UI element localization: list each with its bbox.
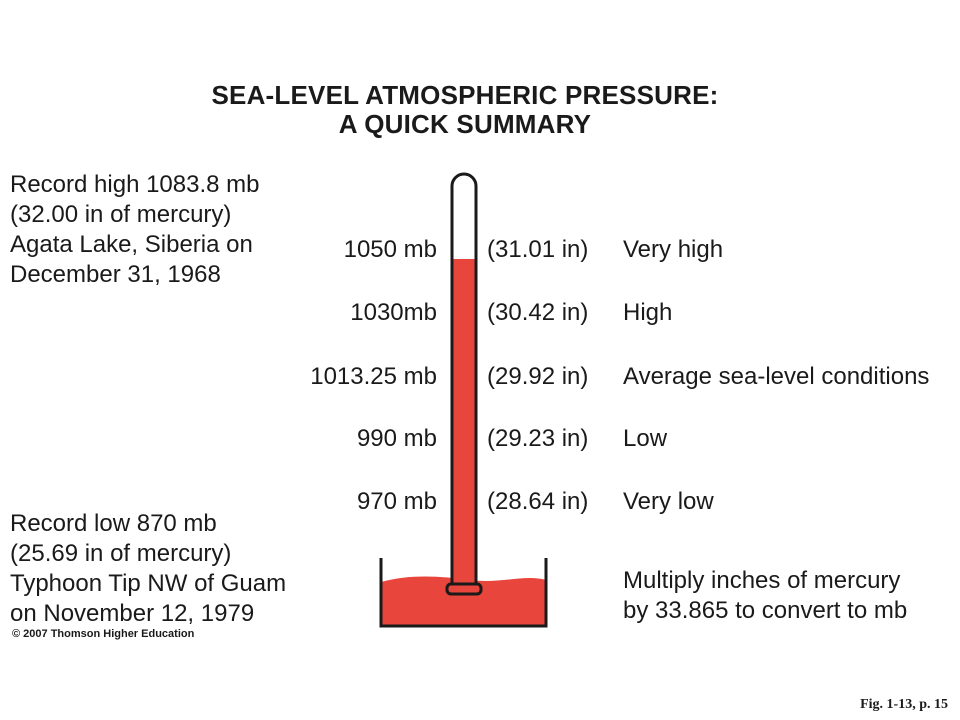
record-high-line: Agata Lake, Siberia on bbox=[10, 231, 253, 258]
diagram-title-line-1: SEA-LEVEL ATMOSPHERIC PRESSURE: bbox=[211, 80, 719, 110]
level-mb: 1050 mb bbox=[343, 236, 437, 263]
level-inches: (29.92 in) bbox=[487, 363, 589, 390]
copyright-notice bbox=[12, 628, 194, 640]
record-low-line: on November 12, 1979 bbox=[10, 600, 255, 627]
level-inches: (30.42 in) bbox=[487, 299, 589, 326]
level-mb: 990 mb bbox=[356, 425, 437, 452]
level-description: Average sea-level conditions bbox=[623, 363, 930, 390]
level-inches: (31.01 in) bbox=[487, 236, 589, 263]
conversion-note-line: by 33.865 to convert to mb bbox=[623, 597, 908, 624]
level-description: Very low bbox=[623, 488, 714, 515]
level-description: Low bbox=[623, 425, 668, 452]
level-inches: (28.64 in) bbox=[487, 488, 589, 515]
level-mb: 1013.25 mb bbox=[310, 363, 437, 390]
copyright-holder: Thomson Higher Education bbox=[50, 628, 195, 640]
level-inches: (29.23 in) bbox=[487, 425, 589, 452]
figure-reference: Fig. 1-13, p. 15 bbox=[860, 697, 948, 712]
record-high-line: December 31, 1968 bbox=[10, 261, 221, 288]
level-description: Very high bbox=[623, 236, 724, 263]
record-low-line: Typhoon Tip NW of Guam bbox=[10, 570, 287, 597]
record-low-line: Record low 870 mb bbox=[10, 510, 217, 537]
record-high-line: (32.00 in of mercury) bbox=[10, 201, 232, 228]
conversion-note-line: Multiply inches of mercury bbox=[623, 567, 901, 594]
level-description: High bbox=[623, 299, 673, 326]
record-high-line: Record high 1083.8 mb bbox=[10, 171, 260, 198]
tube-base-ring bbox=[447, 584, 481, 594]
copyright-year: © 2007 bbox=[12, 628, 48, 640]
level-mb: 1030mb bbox=[350, 299, 437, 326]
diagram-title-line-2: A QUICK SUMMARY bbox=[338, 109, 592, 139]
level-mb: 970 mb bbox=[356, 488, 437, 515]
conversion-note bbox=[623, 566, 907, 626]
record-low-line: (25.69 in of mercury) bbox=[10, 540, 232, 567]
mercury-column bbox=[452, 259, 476, 586]
